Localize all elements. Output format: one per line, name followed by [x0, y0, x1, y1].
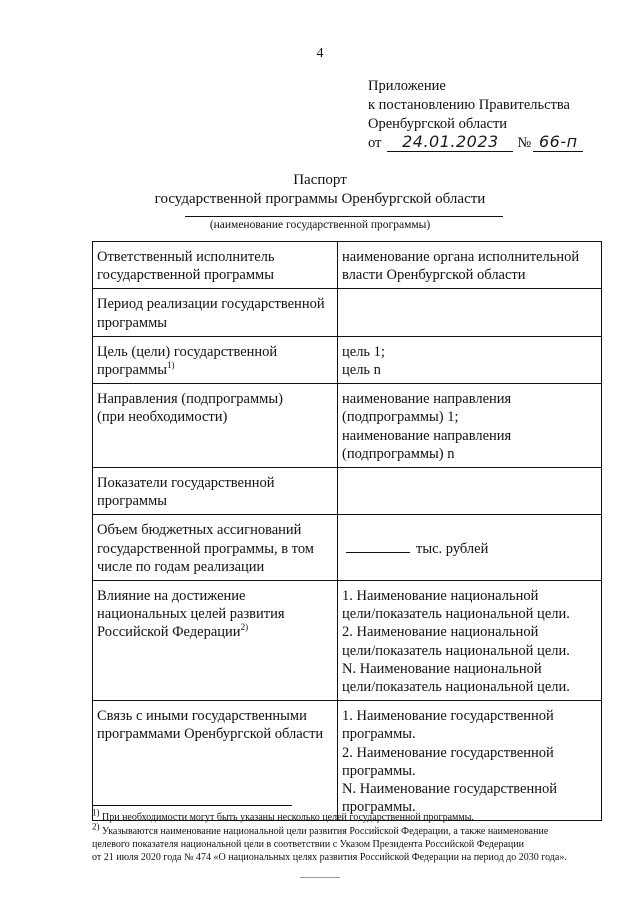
passport-table: [92, 241, 602, 821]
label-line: государственной программы: [97, 267, 274, 284]
resolution-date-number: [368, 132, 583, 152]
footnote-ref: 1): [167, 360, 175, 371]
page-number: 4: [316, 46, 324, 61]
row-label: [93, 701, 338, 821]
row-value: [338, 384, 602, 468]
footnote-ref: 2): [240, 622, 249, 633]
row-value-empty: [338, 468, 602, 515]
table-row: [93, 701, 602, 821]
value-line: цели/показатель национальной цели.: [342, 606, 570, 623]
row-label: [93, 468, 338, 515]
document-title: Паспорт: [293, 172, 347, 188]
label-line-text: программы: [97, 362, 167, 379]
row-label: [93, 242, 338, 289]
table-row: [93, 384, 602, 468]
label-line: национальных целей развития: [97, 606, 285, 623]
value-line: власти Оренбургской области: [342, 267, 526, 284]
value-line: цель n: [342, 362, 381, 379]
table-row: [93, 581, 602, 701]
label-line: Цель (цели) государственной: [97, 343, 278, 360]
label-line: Направления (подпрограммы): [97, 391, 283, 408]
label-line: программы: [97, 493, 167, 510]
row-value: [338, 515, 602, 581]
footnote-1: [92, 807, 602, 824]
label-line: Показатели государственной: [97, 475, 275, 492]
label-line: (при необходимости): [97, 409, 228, 426]
amount-blank: [346, 540, 410, 553]
value-line: цели/показатель национальной цели.: [342, 679, 570, 696]
row-label: [93, 384, 338, 468]
row-label: [93, 515, 338, 581]
label-line: программами Оренбургской области: [97, 726, 324, 743]
label-line: Влияние на достижение: [97, 588, 246, 605]
value-line: (подпрограммы) 1;: [342, 409, 459, 426]
row-label: [93, 289, 338, 336]
footnote-text: Указываются наименование национальной цели развития Российской Федерации, а также наименование: [102, 826, 549, 837]
value-line: наименование направления: [342, 391, 512, 408]
footnote-line: целевого показателя национальной цели в соответствии с Указом Президента Российской Федерации: [92, 839, 524, 850]
value-line: 2. Наименование государственной: [342, 744, 554, 761]
label-line: Период реализации государственной: [97, 296, 325, 313]
value-line: 2. Наименование национальной: [342, 624, 539, 641]
footnote-separator: [92, 805, 292, 806]
value-line: программы.: [342, 799, 416, 816]
value-line: N. Наименование государственной: [342, 781, 558, 798]
number-sign: №: [517, 135, 532, 151]
label-line: Ответственный исполнитель: [97, 249, 275, 265]
appendix-line: Оренбургской области: [368, 116, 508, 132]
table-row: [93, 336, 602, 383]
value-line: цели/показатель национальной цели.: [342, 642, 570, 659]
value-line: 1. Наименование государственной: [342, 708, 554, 725]
value-line: наименование органа исполнительной: [342, 249, 580, 265]
table-row: [93, 468, 602, 515]
footnote-line: от 21 июля 2020 года № 474 «О национальных целях развития Российской Федерации на период до 2030 года».: [92, 852, 567, 863]
appendix-line: Приложение: [368, 78, 446, 94]
label-line: программы: [97, 314, 167, 331]
value-line: цель 1;: [342, 343, 385, 360]
row-value: [338, 581, 602, 701]
value-line: наименование направления: [342, 427, 512, 444]
row-label: [93, 336, 338, 383]
footnote-mark: 2): [92, 821, 100, 832]
row-value-empty: [338, 289, 602, 336]
amount-unit: тыс. рублей: [416, 540, 489, 557]
footnote-line: [92, 821, 602, 838]
handwritten-number: 66-п: [533, 132, 583, 152]
label-line: государственной программы, в том: [97, 540, 314, 557]
value-line: (подпрограммы) n: [342, 445, 455, 462]
footnote-mark: 1): [92, 807, 100, 818]
row-value: [338, 701, 602, 821]
label-line: [97, 623, 334, 641]
table-row: [93, 242, 602, 289]
value-line: [342, 540, 598, 558]
table-row: [93, 515, 602, 581]
appendix-header: [368, 77, 570, 134]
value-line: программы.: [342, 762, 416, 779]
label-line: Связь с иными государственными: [97, 708, 307, 725]
footnote-2: [92, 821, 602, 864]
program-name-blank-line: [185, 216, 503, 217]
label-line-text: Российской Федерации: [97, 624, 241, 641]
row-value: [338, 336, 602, 383]
label-line: [97, 361, 334, 379]
page-end-rule: [300, 877, 340, 878]
footnote-line: [92, 807, 602, 824]
date-prefix: от: [368, 135, 382, 151]
value-line: 1. Наименование национальной: [342, 588, 539, 605]
value-line: программы.: [342, 726, 416, 743]
appendix-line: к постановлению Правительства: [368, 97, 570, 113]
footnote-text: При необходимости могут быть указаны несколько целей государственной программы.: [102, 812, 474, 823]
program-name-caption: (наименование государственной программы): [209, 219, 431, 231]
label-line: числе по годам реализации: [97, 558, 265, 575]
table-row: [93, 289, 602, 336]
label-line: Объем бюджетных ассигнований: [97, 522, 302, 539]
handwritten-date: 24.01.2023: [387, 132, 513, 152]
value-line: N. Наименование национальной: [342, 660, 542, 677]
row-label: [93, 581, 338, 701]
document-subtitle: государственной программы Оренбургской области: [154, 191, 486, 207]
row-value: [338, 242, 602, 289]
